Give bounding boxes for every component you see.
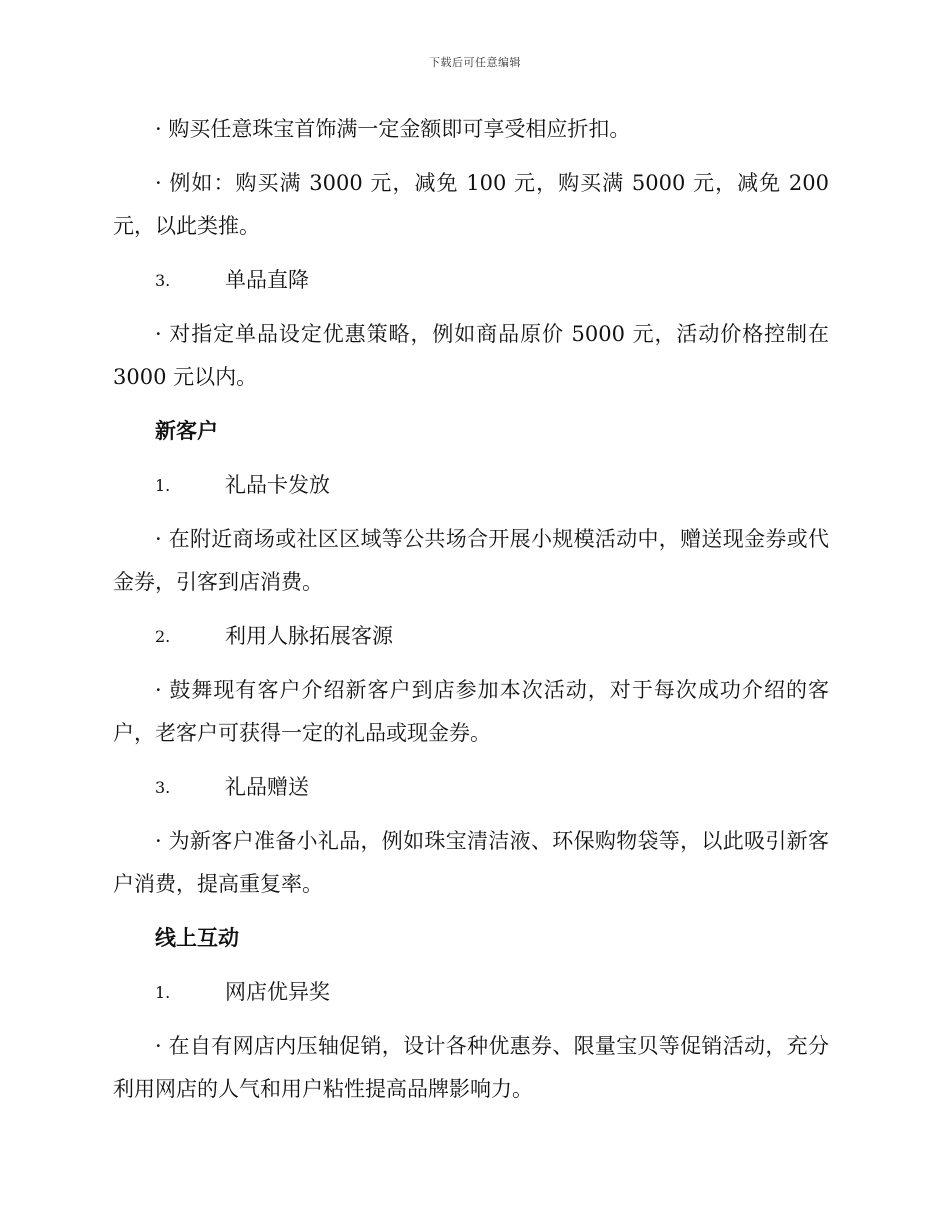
list-item [113, 615, 829, 658]
paragraph: · 在附近商场或社区区域等公共场合开展小规模活动中，赠送现金券或代金券，引客到店消费。 [113, 527, 829, 594]
list-item-label: 网店优异奖 [225, 980, 330, 1004]
list-item [113, 766, 829, 809]
paragraph: · 在自有网店内压轴促销，设计各种优惠券、限量宝贝等促销活动，充分利用网店的人气和用户粘性提高品牌影响力。 [113, 1034, 829, 1101]
page-header: 下载后可任意编辑 [429, 56, 521, 69]
document-body [113, 108, 829, 1122]
paragraph: · 购买任意珠宝首饰满一定金额即可享受相应折扣。 [155, 117, 631, 141]
paragraph: · 对指定单品设定优惠策略，例如商品原价 5000 元，活动价格控制在 3000 元以内。 [113, 322, 829, 389]
section-heading: 线上互动 [155, 926, 239, 950]
list-item [113, 971, 829, 1014]
list-number: 2. [155, 627, 171, 646]
list-item-label: 利用人脉拓展客源 [225, 624, 393, 648]
list-number: 1. [155, 476, 171, 495]
list-item-label: 单品直降 [225, 268, 309, 292]
list-number: 3. [155, 778, 171, 797]
list-number: 3. [155, 271, 171, 290]
list-item [113, 259, 829, 302]
paragraph: · 为新客户准备小礼品，例如珠宝清洁液、环保购物袋等，以此吸引新客户消费，提高重复率。 [113, 829, 829, 896]
paragraph: · 例如：购买满 3000 元，减免 100 元，购买满 5000 元，减免 200 元，以此类推。 [113, 171, 829, 238]
list-item-label: 礼品赠送 [225, 775, 309, 799]
list-number: 1. [155, 983, 171, 1002]
section-heading: 新客户 [155, 419, 218, 443]
list-item-label: 礼品卡发放 [225, 473, 330, 497]
list-item [113, 464, 829, 507]
paragraph: · 鼓舞现有客户介绍新客户到店参加本次活动，对于每次成功介绍的客户，老客户可获得一定的礼品或现金券。 [113, 678, 829, 745]
